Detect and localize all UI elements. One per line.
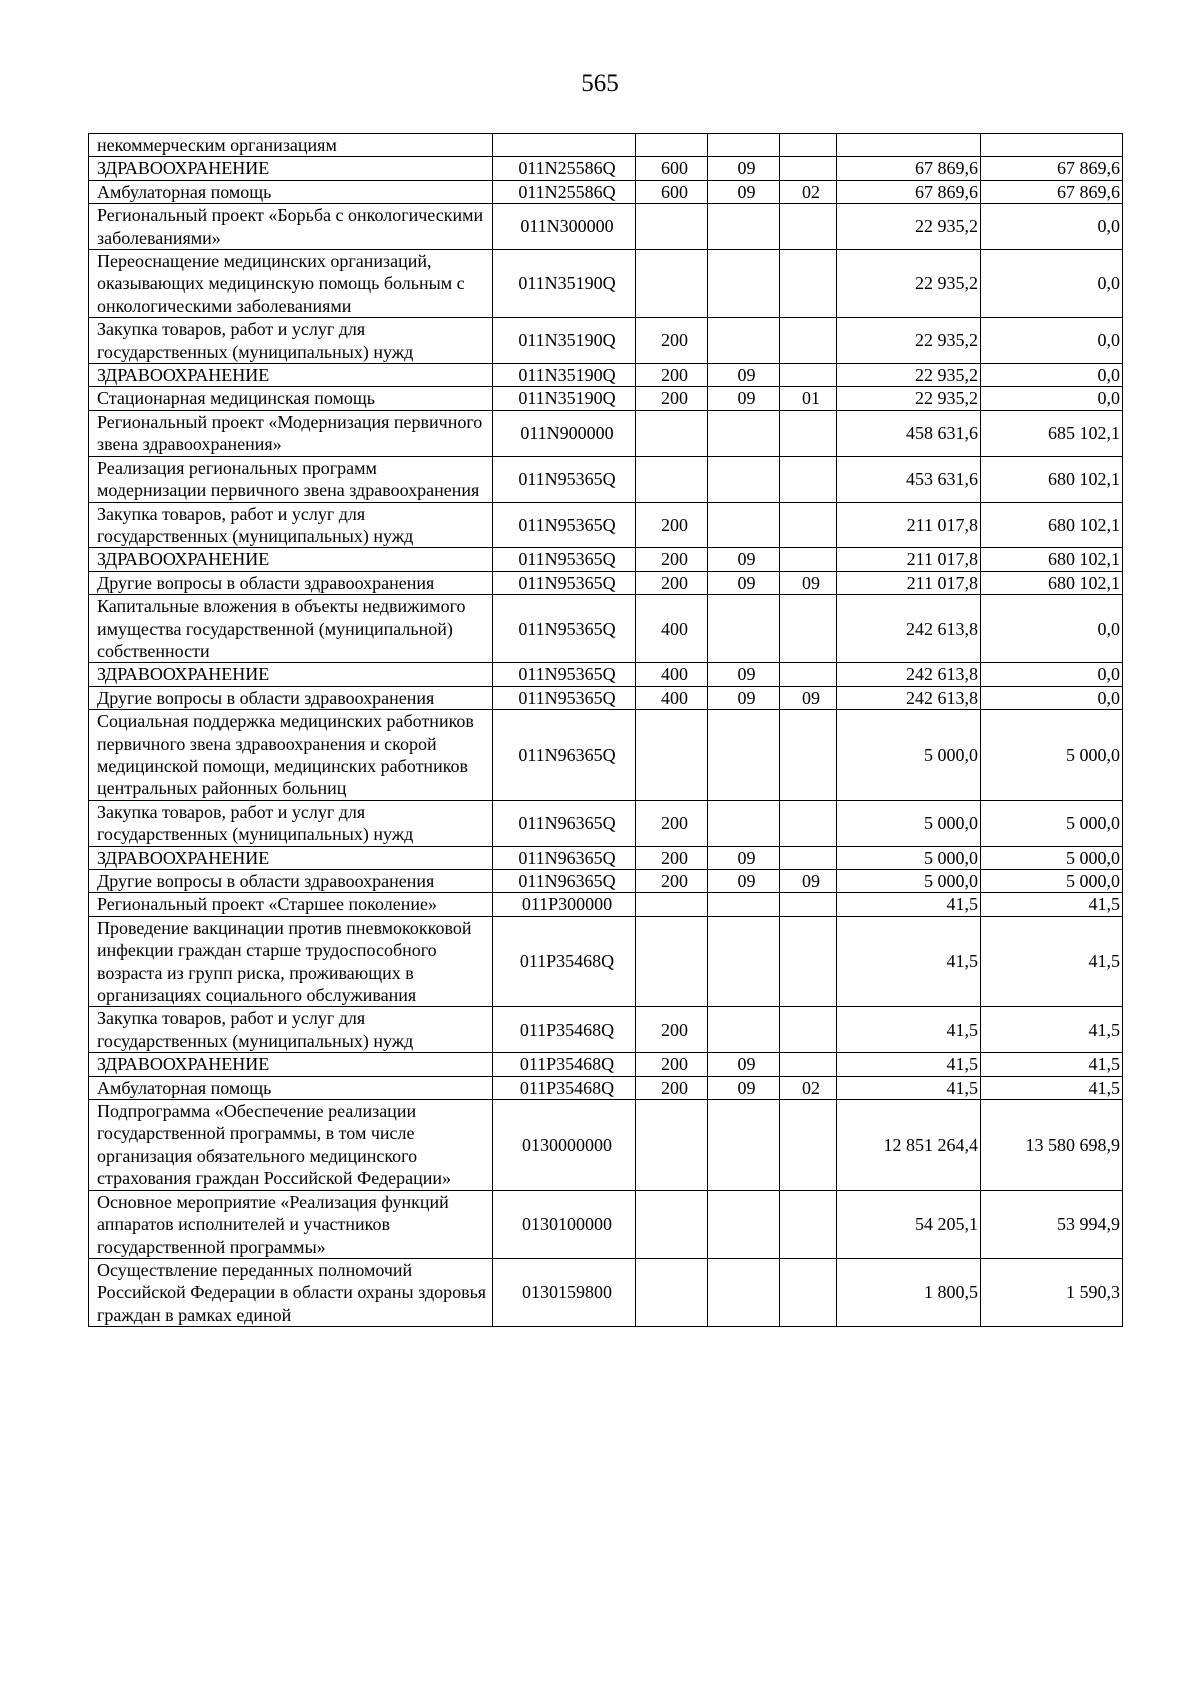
table-row [89,1258,1123,1326]
section-code [708,1190,780,1258]
amount-year-2: 53 994,9 [981,1190,1123,1258]
row-name: Социальная поддержка медицинских работников первичного звена здравоохранения и скорой медицинской помощи, медицинских работников центральных районных больниц [89,710,493,801]
table-row [89,916,1123,1007]
table-row [89,1100,1123,1191]
amount-year-1: 67 869,6 [837,157,981,180]
amount-year-2: 0,0 [981,387,1123,410]
table-row [89,204,1123,250]
table-row [89,157,1123,180]
expense-type-code: 200 [636,1007,708,1053]
section-code: 09 [708,663,780,686]
expense-type-code: 400 [636,686,708,709]
target-article-code: 011P300000 [493,893,636,916]
row-name: Региональный проект «Старшее поколение» [89,893,493,916]
row-name: Региональный проект «Борьба с онкологическими заболеваниями» [89,204,493,250]
subsection-code [780,1258,837,1326]
amount-year-1: 41,5 [837,893,981,916]
section-code [708,318,780,364]
subsection-code [780,1100,837,1191]
table-row [89,893,1123,916]
amount-year-1: 5 000,0 [837,800,981,846]
target-article-code: 011N95365Q [493,663,636,686]
table-row [89,250,1123,318]
subsection-code: 09 [780,686,837,709]
section-code: 09 [708,686,780,709]
section-code [708,1007,780,1053]
expense-type-code: 200 [636,1053,708,1076]
amount-year-1: 41,5 [837,916,981,1007]
target-article-code: 011P35468Q [493,1053,636,1076]
section-code [708,502,780,548]
amount-year-1: 453 631,6 [837,456,981,502]
amount-year-2: 41,5 [981,1053,1123,1076]
amount-year-2: 0,0 [981,595,1123,663]
target-article-code: 011N900000 [493,410,636,456]
expense-type-code: 400 [636,663,708,686]
amount-year-1: 5 000,0 [837,710,981,801]
row-name: Другие вопросы в области здравоохранения [89,571,493,594]
row-name: Проведение вакцинации против пневмококковой инфекции граждан старше трудоспособного возраста из групп риска, проживающих в организациях социального обслуживания [89,916,493,1007]
row-name: Региональный проект «Модернизация первичного звена здравоохранения» [89,410,493,456]
target-article-code: 011N96365Q [493,846,636,869]
amount-year-1: 5 000,0 [837,870,981,893]
subsection-code [780,318,837,364]
amount-year-1: 12 851 264,4 [837,1100,981,1191]
expense-type-code [636,916,708,1007]
amount-year-2: 41,5 [981,893,1123,916]
section-code [708,916,780,1007]
amount-year-2: 0,0 [981,364,1123,387]
amount-year-2: 0,0 [981,663,1123,686]
subsection-code [780,800,837,846]
expense-type-code [636,250,708,318]
section-code: 09 [708,846,780,869]
target-article-code: 011N25586Q [493,157,636,180]
amount-year-1: 67 869,6 [837,180,981,203]
row-name: Закупка товаров, работ и услуг для государственных (муниципальных) нужд [89,800,493,846]
section-code: 09 [708,1053,780,1076]
amount-year-2: 0,0 [981,204,1123,250]
amount-year-1: 242 613,8 [837,595,981,663]
amount-year-1: 54 205,1 [837,1190,981,1258]
amount-year-1: 22 935,2 [837,204,981,250]
expense-type-code: 200 [636,1076,708,1099]
amount-year-2: 5 000,0 [981,846,1123,869]
section-code [708,893,780,916]
section-code [708,1100,780,1191]
amount-year-1 [837,134,981,157]
section-code: 09 [708,870,780,893]
row-name: Закупка товаров, работ и услуг для государственных (муниципальных) нужд [89,502,493,548]
row-name: Амбулаторная помощь [89,1076,493,1099]
row-name: ЗДРАВООХРАНЕНИЕ [89,157,493,180]
target-article-code: 011N25586Q [493,180,636,203]
target-article-code: 011P35468Q [493,916,636,1007]
table-row [89,800,1123,846]
subsection-code [780,548,837,571]
target-article-code: 011N96365Q [493,710,636,801]
subsection-code [780,456,837,502]
row-name: Основное мероприятие «Реализация функций аппаратов исполнителей и участников государственной программы» [89,1190,493,1258]
section-code [708,800,780,846]
subsection-code [780,250,837,318]
row-name: ЗДРАВООХРАНЕНИЕ [89,663,493,686]
subsection-code: 09 [780,870,837,893]
page-number: 565 [581,70,619,97]
target-article-code: 0130000000 [493,1100,636,1191]
expense-type-code: 600 [636,157,708,180]
table-row [89,1053,1123,1076]
row-name: Закупка товаров, работ и услуг для государственных (муниципальных) нужд [89,318,493,364]
target-article-code: 011N35190Q [493,318,636,364]
section-code [708,204,780,250]
row-name: ЗДРАВООХРАНЕНИЕ [89,846,493,869]
amount-year-2: 680 102,1 [981,502,1123,548]
amount-year-2: 67 869,6 [981,180,1123,203]
subsection-code [780,502,837,548]
target-article-code: 011N35190Q [493,250,636,318]
row-name: Осуществление переданных полномочий Российской Федерации в области охраны здоровья граждан в рамках единой [89,1258,493,1326]
target-article-code: 011N95365Q [493,502,636,548]
target-article-code: 011N95365Q [493,686,636,709]
table-row [89,571,1123,594]
expense-type-code: 200 [636,364,708,387]
table-row [89,180,1123,203]
amount-year-1: 211 017,8 [837,548,981,571]
row-name: Переоснащение медицинских организаций, оказывающих медицинскую помощь больным с онкологическими заболеваниями [89,250,493,318]
amount-year-2: 680 102,1 [981,456,1123,502]
subsection-code [780,916,837,1007]
target-article-code [493,134,636,157]
table-row [89,456,1123,502]
table-row [89,318,1123,364]
section-code [708,1258,780,1326]
subsection-code [780,595,837,663]
amount-year-1: 22 935,2 [837,387,981,410]
amount-year-2 [981,134,1123,157]
section-code [708,250,780,318]
amount-year-1: 242 613,8 [837,686,981,709]
target-article-code: 0130159800 [493,1258,636,1326]
target-article-code: 011N96365Q [493,870,636,893]
subsection-code [780,364,837,387]
section-code: 09 [708,180,780,203]
subsection-code: 02 [780,180,837,203]
table-row [89,846,1123,869]
row-name: Другие вопросы в области здравоохранения [89,870,493,893]
row-name: Реализация региональных программ модернизации первичного звена здравоохранения [89,456,493,502]
expense-type-code [636,456,708,502]
table-row [89,134,1123,157]
expense-type-code [636,410,708,456]
row-name: Закупка товаров, работ и услуг для государственных (муниципальных) нужд [89,1007,493,1053]
row-name: Стационарная медицинская помощь [89,387,493,410]
amount-year-2: 13 580 698,9 [981,1100,1123,1191]
row-name: Капитальные вложения в объекты недвижимого имущества государственной (муниципальной) собственности [89,595,493,663]
target-article-code: 011N96365Q [493,800,636,846]
subsection-code [780,893,837,916]
table-row [89,1076,1123,1099]
subsection-code [780,134,837,157]
expense-type-code: 200 [636,318,708,364]
table-row [89,663,1123,686]
amount-year-1: 41,5 [837,1053,981,1076]
expense-type-code: 600 [636,180,708,203]
subsection-code [780,410,837,456]
row-name: Другие вопросы в области здравоохранения [89,686,493,709]
target-article-code: 0130100000 [493,1190,636,1258]
subsection-code [780,1007,837,1053]
amount-year-1: 5 000,0 [837,846,981,869]
row-name: ЗДРАВООХРАНЕНИЕ [89,548,493,571]
target-article-code: 011N35190Q [493,364,636,387]
amount-year-2: 680 102,1 [981,571,1123,594]
expense-type-code [636,204,708,250]
amount-year-2: 685 102,1 [981,410,1123,456]
target-article-code: 011N95365Q [493,548,636,571]
table-row [89,1007,1123,1053]
row-name: Подпрограмма «Обеспечение реализации государственной программы, в том числе организация обязательного медицинского страхования граждан Российской Федерации» [89,1100,493,1191]
table-row [89,595,1123,663]
subsection-code: 02 [780,1076,837,1099]
amount-year-2: 41,5 [981,1076,1123,1099]
table-row [89,502,1123,548]
amount-year-2: 67 869,6 [981,157,1123,180]
target-article-code: 011N300000 [493,204,636,250]
section-code [708,410,780,456]
row-name: Амбулаторная помощь [89,180,493,203]
amount-year-1: 211 017,8 [837,502,981,548]
section-code: 09 [708,387,780,410]
expense-type-code [636,1258,708,1326]
amount-year-1: 41,5 [837,1076,981,1099]
table-row [89,548,1123,571]
section-code: 09 [708,157,780,180]
amount-year-1: 22 935,2 [837,318,981,364]
subsection-code [780,710,837,801]
amount-year-2: 0,0 [981,318,1123,364]
expense-type-code [636,134,708,157]
amount-year-2: 5 000,0 [981,710,1123,801]
amount-year-2: 0,0 [981,686,1123,709]
amount-year-1: 41,5 [837,1007,981,1053]
section-code [708,710,780,801]
amount-year-1: 211 017,8 [837,571,981,594]
section-code: 09 [708,364,780,387]
amount-year-2: 41,5 [981,1007,1123,1053]
amount-year-1: 22 935,2 [837,364,981,387]
amount-year-2: 41,5 [981,916,1123,1007]
subsection-code [780,846,837,869]
expense-type-code: 200 [636,387,708,410]
target-article-code: 011N95365Q [493,571,636,594]
expense-type-code: 200 [636,548,708,571]
expense-type-code: 200 [636,800,708,846]
subsection-code [780,1053,837,1076]
budget-table [88,133,1123,1327]
amount-year-1: 242 613,8 [837,663,981,686]
subsection-code [780,663,837,686]
table-row [89,870,1123,893]
section-code: 09 [708,548,780,571]
subsection-code: 01 [780,387,837,410]
expense-type-code [636,1190,708,1258]
subsection-code: 09 [780,571,837,594]
expense-type-code: 200 [636,846,708,869]
amount-year-2: 5 000,0 [981,870,1123,893]
row-name: ЗДРАВООХРАНЕНИЕ [89,1053,493,1076]
table-row [89,686,1123,709]
row-name: ЗДРАВООХРАНЕНИЕ [89,364,493,387]
table-row [89,1190,1123,1258]
target-article-code: 011P35468Q [493,1007,636,1053]
subsection-code [780,157,837,180]
section-code: 09 [708,1076,780,1099]
row-name: некоммерческим организациям [89,134,493,157]
table-row [89,364,1123,387]
section-code [708,456,780,502]
subsection-code [780,1190,837,1258]
target-article-code: 011P35468Q [493,1076,636,1099]
table-row [89,387,1123,410]
expense-type-code [636,710,708,801]
section-code [708,134,780,157]
expense-type-code [636,1100,708,1191]
subsection-code [780,204,837,250]
expense-type-code: 200 [636,571,708,594]
amount-year-1: 22 935,2 [837,250,981,318]
amount-year-2: 5 000,0 [981,800,1123,846]
amount-year-1: 458 631,6 [837,410,981,456]
amount-year-2: 1 590,3 [981,1258,1123,1326]
section-code [708,595,780,663]
expense-type-code: 200 [636,502,708,548]
target-article-code: 011N95365Q [493,595,636,663]
amount-year-2: 680 102,1 [981,548,1123,571]
target-article-code: 011N95365Q [493,456,636,502]
expense-type-code: 200 [636,870,708,893]
section-code: 09 [708,571,780,594]
table-row [89,710,1123,801]
expense-type-code: 400 [636,595,708,663]
amount-year-1: 1 800,5 [837,1258,981,1326]
expense-type-code [636,893,708,916]
amount-year-2: 0,0 [981,250,1123,318]
table-body [89,134,1123,1327]
target-article-code: 011N35190Q [493,387,636,410]
table-row [89,410,1123,456]
